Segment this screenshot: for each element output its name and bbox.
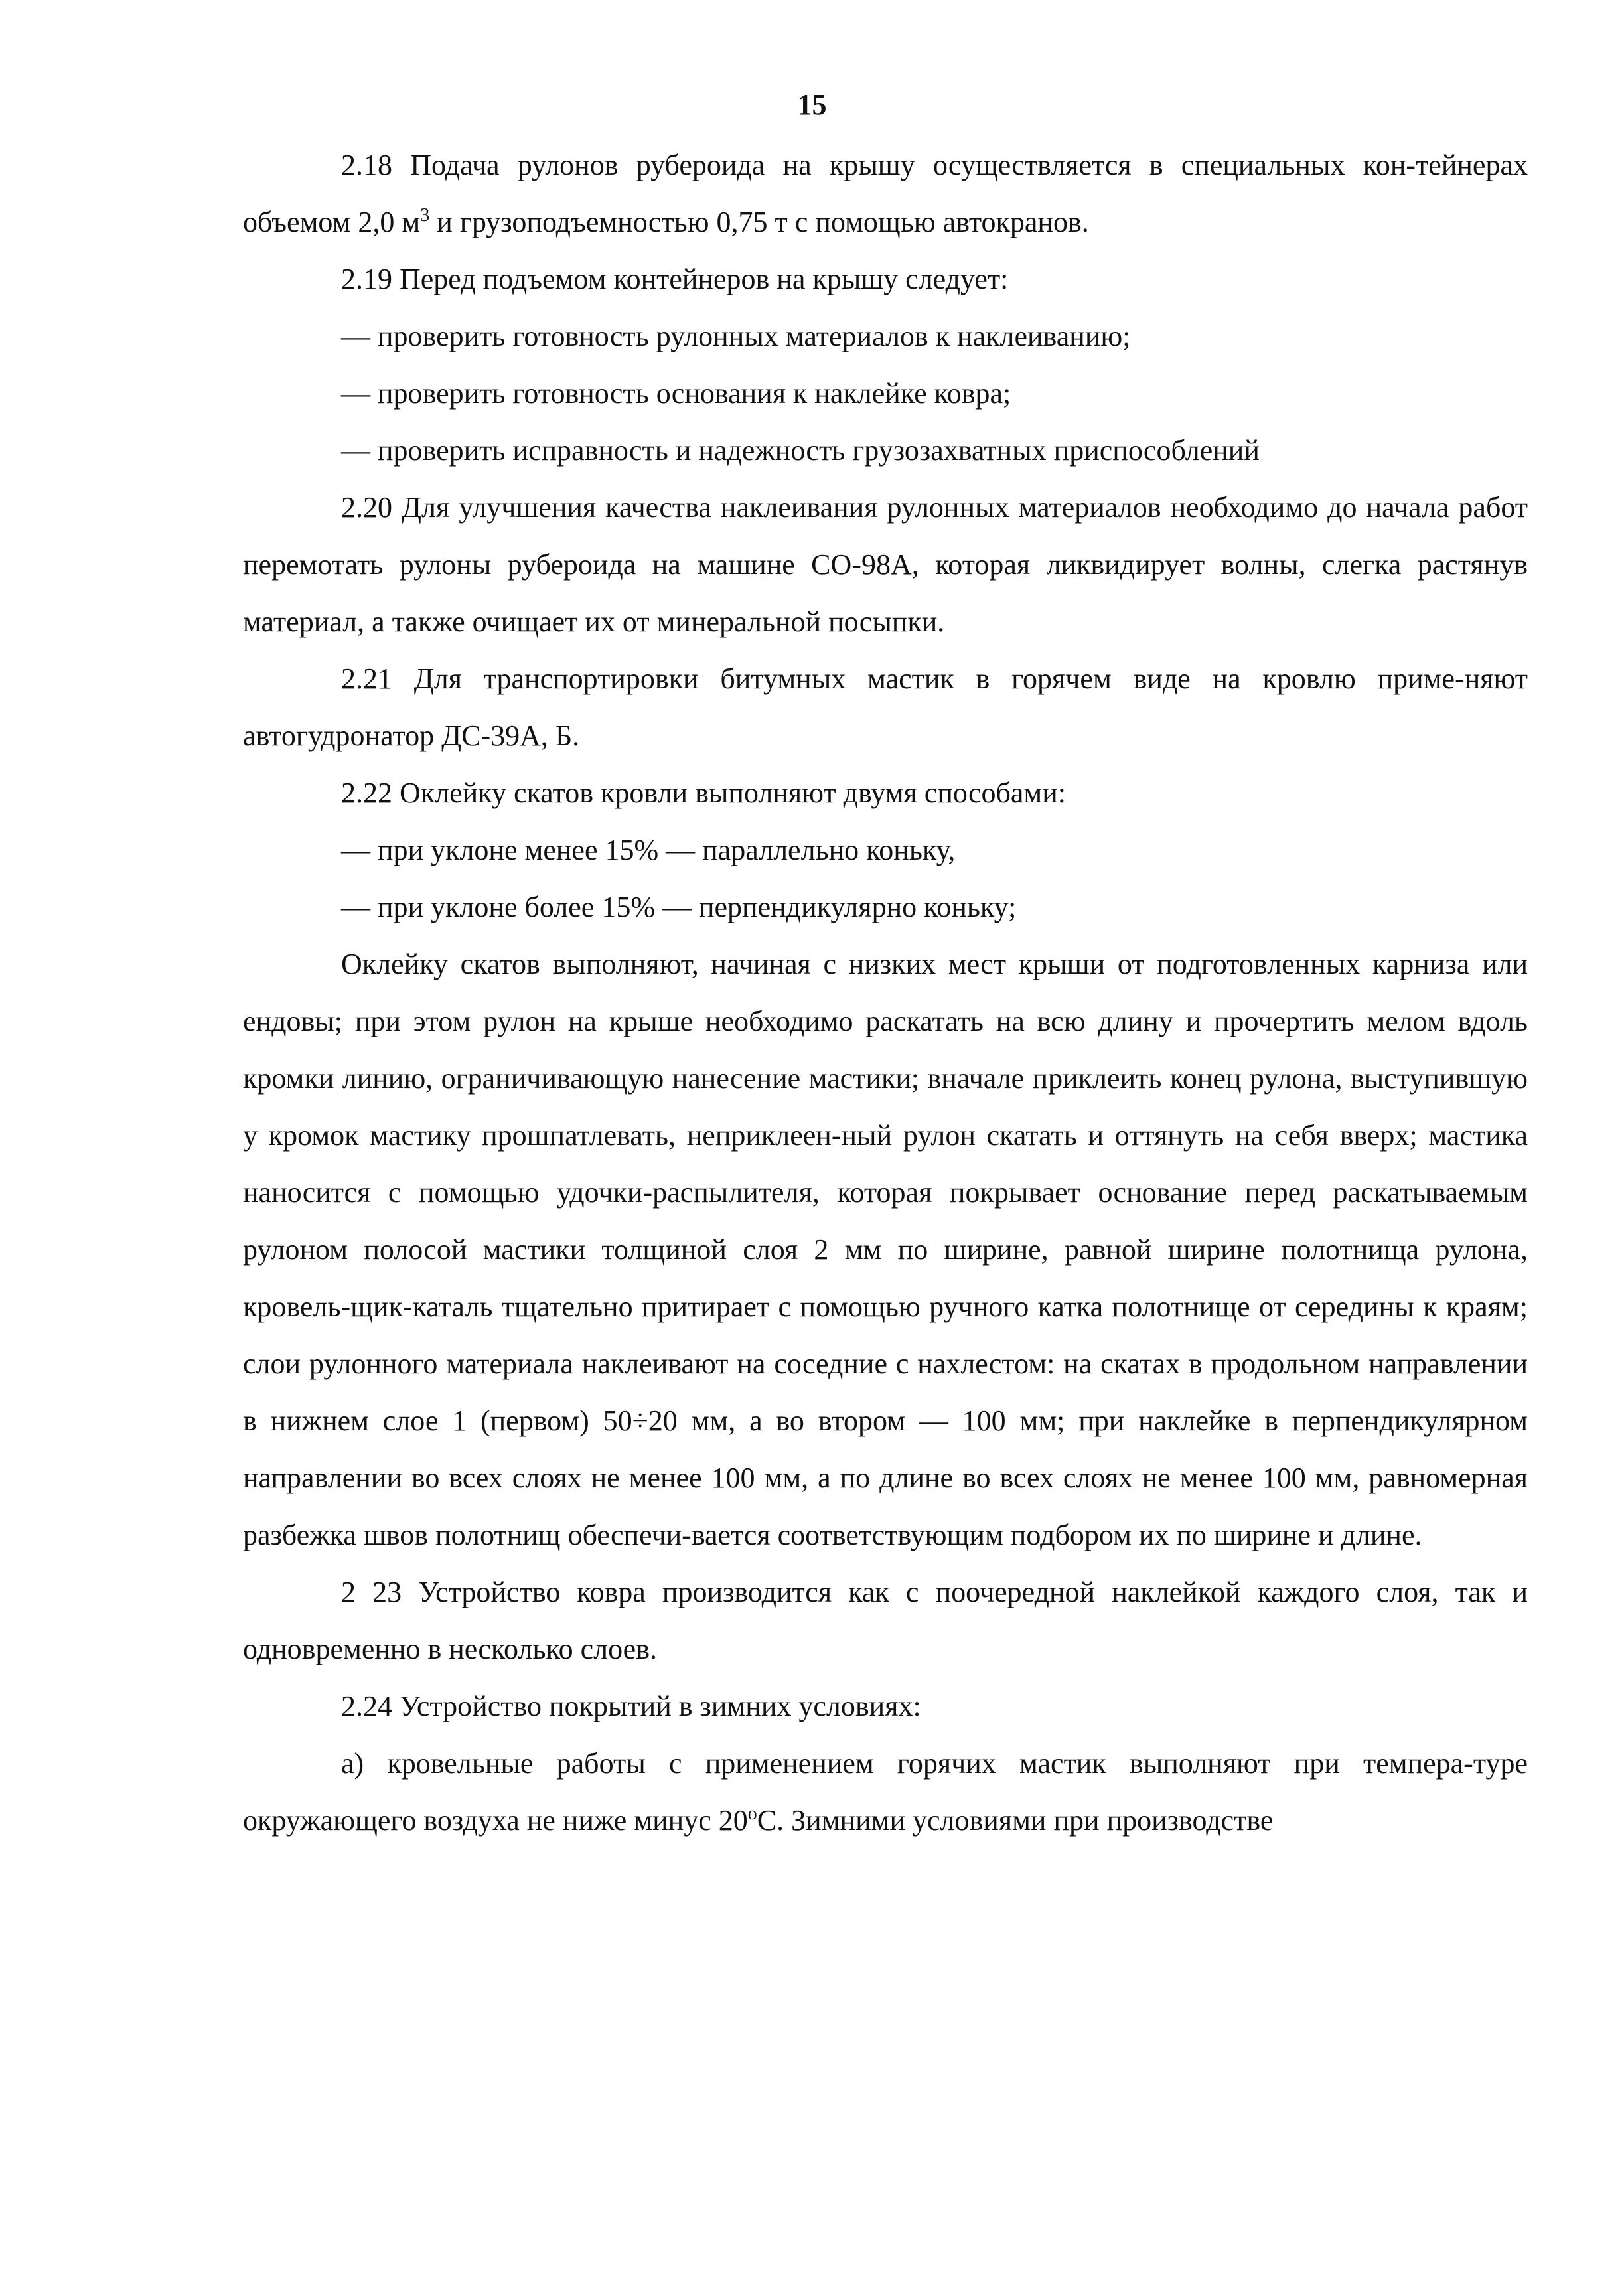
- list-item: — при уклоне менее 15% — параллельно коньку,: [341, 834, 956, 866]
- paragraph-okleyka: Оклейку скатов выполняют, начиная с низких мест крыши от подготовленных карниза или ендовы; при этом рулон на крыше необходимо раскатать на всю длину и прочертить мелом вдоль кромки линию, ограничивающую нанесение мастики; вначале приклеить конец рулона, выступившую у кромок мастику прошпатлевать, неприклеен-ный рулон скатать и оттянуть на себя вверх; мастика наносится с помощью удочки-распылителя, которая покрывает основание перед раскатываемым рулоном полосой мастики толщиной слоя 2 мм по ширине, равной ширине полотнища рулона, кровель-щик-каталь тщательно притирает с помощью ручного катка полотнище от середины к краям; слои рулонного материала наклеивают на соседние с нахлестом: на скатах в продольном направлении в нижнем слое 1 (первом) 50÷20 мм, а во втором — 100 мм; при наклейке в перпендикулярном направлении во всех слоях не менее 100 мм, а по длине во всех слоях не менее 100 мм, равномерная разбежка швов полотнищ обеспечи-вается соответствующим подбором их по ширине и длине.: [243, 948, 1528, 1551]
- paragraph-2-22: 2.22 Оклейку скатов кровли выполняют двумя способами:: [341, 777, 1067, 809]
- superscript-degree: о: [747, 1803, 757, 1824]
- paragraph-2-24: 2.24 Устройство покрытий в зимних условиях:: [341, 1690, 921, 1722]
- paragraph-2-18-text-end: и грузоподъемностью 0,75 т с помощью автокранов.: [429, 206, 1089, 238]
- list-item: — проверить готовность основания к наклейке ковра;: [341, 377, 1011, 410]
- page-number: 15: [797, 88, 827, 121]
- paragraph-2-21: 2.21 Для транспортировки битумных мастик в горячем виде на кровлю приме-няют автогудронатор ДС-39А, Б.: [243, 662, 1528, 752]
- list-item: — проверить исправность и надежность грузозахватных приспособлений: [341, 434, 1260, 467]
- list-item: — при уклоне более 15% — перпендикулярно коньку;: [341, 891, 1017, 923]
- paragraph-2-20: 2.20 Для улучшения качества наклеивания рулонных материалов необходимо до начала работ перемотать рулоны рубероида на машине СО-98А, которая ликвидирует волны, слегка растянув материал, а также очищает их от минеральной посыпки.: [243, 491, 1528, 638]
- superscript-cubic: 3: [420, 205, 430, 226]
- paragraph-2-18: [243, 137, 1528, 251]
- paragraph-2-24-a-text: а) кровельные работы с применением горячих мастик выполняют при темпера-туре окружающего воздуха не ниже минус 20: [243, 1747, 1528, 1837]
- list-item: — проверить готовность рулонных материалов к наклеиванию;: [341, 320, 1131, 352]
- paragraph-2-24-a-text-end: С. Зимними условиями при производстве: [757, 1804, 1274, 1837]
- paragraph-2-24-a: [243, 1735, 1528, 1849]
- paragraph-2-23: 2 23 Устройство ковра производится как с поочередной наклейкой каждого слоя, так и одновременно в несколько слоев.: [243, 1576, 1528, 1665]
- paragraph-2-19: 2.19 Перед подъемом контейнеров на крышу следует:: [341, 263, 1009, 295]
- document-body: [243, 137, 1528, 1849]
- paragraph-2-18-text: 2.18 Подача рулонов рубероида на крышу осуществляется в специальных кон-тейнерах объемом 2,0 м: [243, 149, 1528, 238]
